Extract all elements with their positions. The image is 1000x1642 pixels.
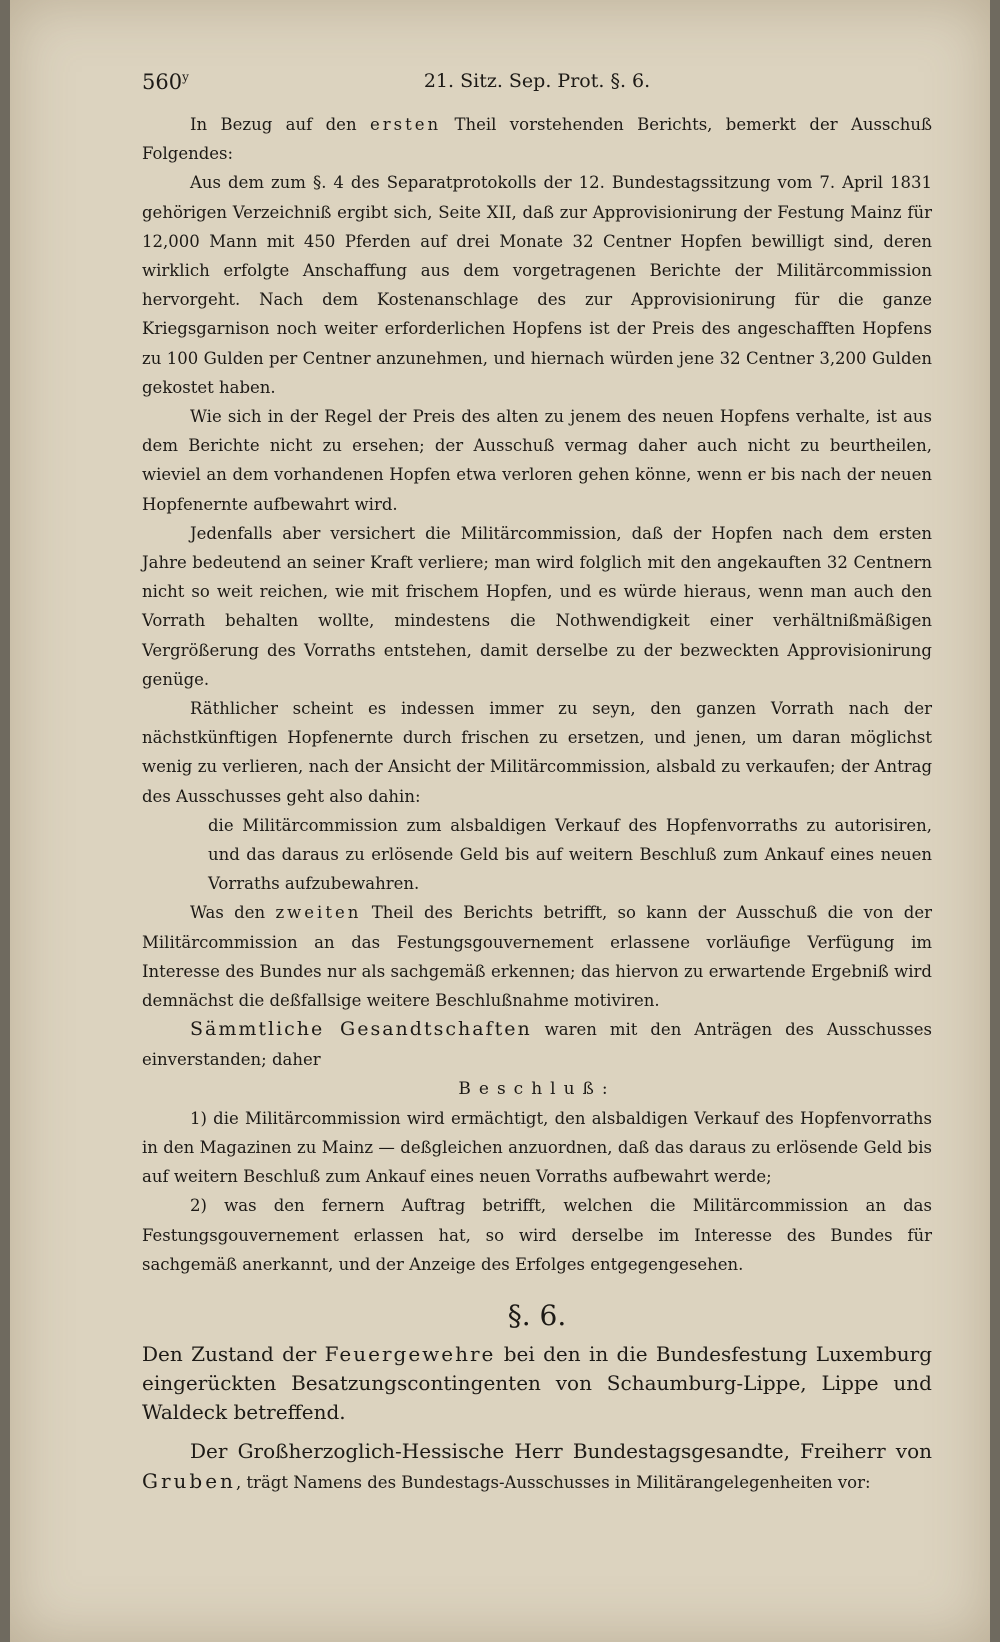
- section-title: Den Zustand der Feuergewehre bei den in die Bundesfestung Luxemburg eingerückten Besatzungscontingenten von Schaumburg-Lippe, Lippe und Waldeck betreffend.: [142, 1341, 932, 1424]
- paragraph-8: Sämmtliche Gesandtschaften waren mit den Anträgen des Ausschusses einverstanden; daher: [142, 1018, 932, 1069]
- paragraph-4: Jedenfalls aber versichert die Militärcommission, daß der Hopfen nach dem ersten Jahre bedeutend an seiner Kraft verliere; man wird folglich mit den angekauften 32 Centnern nicht so weit reichen, wie mit frischem Hopfen, und es würde hieraus, wenn man auch den Vorrath behalten wollte, mindestens die Nothwendigkeit einer verhältnißmäßigen Vergrößerung des Vorraths entstehen, damit derselbe zu der bezweckten Approvisionirung genüge.: [142, 523, 932, 689]
- paragraph-7: Was den zweiten Theil des Berichts betrifft, so kann der Ausschuß die von der Militärcommission an das Festungsgouvernement erlassene vorläufige Verfügung im Interesse des Bundes nur als sachgemäß erkennen; das hiervon zu erwartende Ergebniß wird demnächst die deßfallsige weitere Beschlußnahme motiviren.: [142, 903, 932, 1011]
- running-title: 21. Sitz. Sep. Prot. §. 6.: [423, 70, 651, 92]
- paragraph-2: Aus dem zum §. 4 des Separatprotokolls der 12. Bundestagssitzung vom 7. April 1831 gehörigen Verzeichniß ergibt sich, Seite XII, daß zur Approvisionirung der Festung Mainz für 12,000 Mann mit 450 Pferden auf drei Monate 32 Centner Hopfen bewilligt sind, deren wirklich erfolgte Anschaffung aus dem vorgetragenen Berichte der Militärcommission hervorgeht. Nach dem Kostenanschlage des zur Approvisionirung für die ganze Kriegsgarnison noch weiter erforderlichen Hopfens ist der Preis des angeschafften Hopfens zu 100 Gulden per Centner anzunehmen, und hiernach würden jene 32 Centner 3,200 Gulden gekostet haben.: [142, 173, 932, 397]
- emphasis-feuergewehre: Feuergewehre: [324, 1341, 496, 1366]
- resolution-item-2: 2) was den fernern Auftrag betrifft, welchen die Militärcommission an das Festungsgouvernement erlassen hat, so wird derselbe im Interesse des Bundes für sachgemäß anerkannt, und der Anzeige des Erfolges entgegengesehen.: [142, 1196, 932, 1274]
- section-intro-paragraph: Der Großherzoglich-Hessische Herr Bundestagsgesandte, Freiherr von Gruben, trägt Namens des Bundestags-Ausschusses in Militärangelegenheiten vor:: [142, 1438, 932, 1494]
- paragraph-1: In Bezug auf den ersten Theil vorstehenden Berichts, bemerkt der Ausschuß Folgendes:: [142, 115, 933, 164]
- emphasis-gruben: Gruben: [142, 1469, 236, 1494]
- paragraph-6-motion: die Militärcommission zum alsbaldigen Verkauf des Hopfenvorraths zu autorisiren, und das daraus zu erlösende Geld bis auf weitern Beschluß zum Ankauf eines neuen Vorraths aufzubewahren.: [208, 815, 932, 894]
- emphasis-ersten: ersten: [369, 115, 442, 134]
- running-head: [142, 70, 932, 110]
- resolution-item-1: 1) die Militärcommission wird ermächtigt, den alsbaldigen Verkauf des Hopfenvorraths in den Magazinen zu Mainz — deßgleichen anzuordnen, daß das daraus zu erlösende Geld bis auf weitern Beschluß zum Ankauf eines neuen Vorraths aufbewahrt werde;: [142, 1108, 932, 1187]
- section-mark: §. 6.: [507, 1298, 567, 1332]
- emphasis-gesandtschaften: Sämmtliche Gesandtschaften: [190, 1018, 532, 1041]
- paragraph-3: Wie sich in der Regel der Preis des alten zu jenem des neuen Hopfens verhalte, ist aus dem Berichte nicht zu ersehen; der Ausschuß vermag daher auch nicht zu beurtheilen, wieviel an dem vorhandenen Hopfen etwa verloren gehen könne, wenn er bis nach der neuen Hopfenernte aufbewahrt wird.: [142, 407, 932, 514]
- resolution-title: Beschluß:: [458, 1078, 616, 1099]
- page-number: 560$^y$: [142, 70, 189, 94]
- page-content: [142, 70, 932, 1497]
- document-page: [10, 0, 990, 1642]
- paragraph-5: Räthlicher scheint es indessen immer zu seyn, den ganzen Vorrath nach der nächstkünftigen Hopfenernte durch frischen zu ersetzen, und jenen, um daran möglichst wenig zu verlieren, nach der Ansicht der Militärcommission, alsbald zu verkaufen; der Antrag des Ausschusses geht also dahin:: [142, 699, 932, 806]
- emphasis-zweiten: zweiten: [275, 903, 362, 923]
